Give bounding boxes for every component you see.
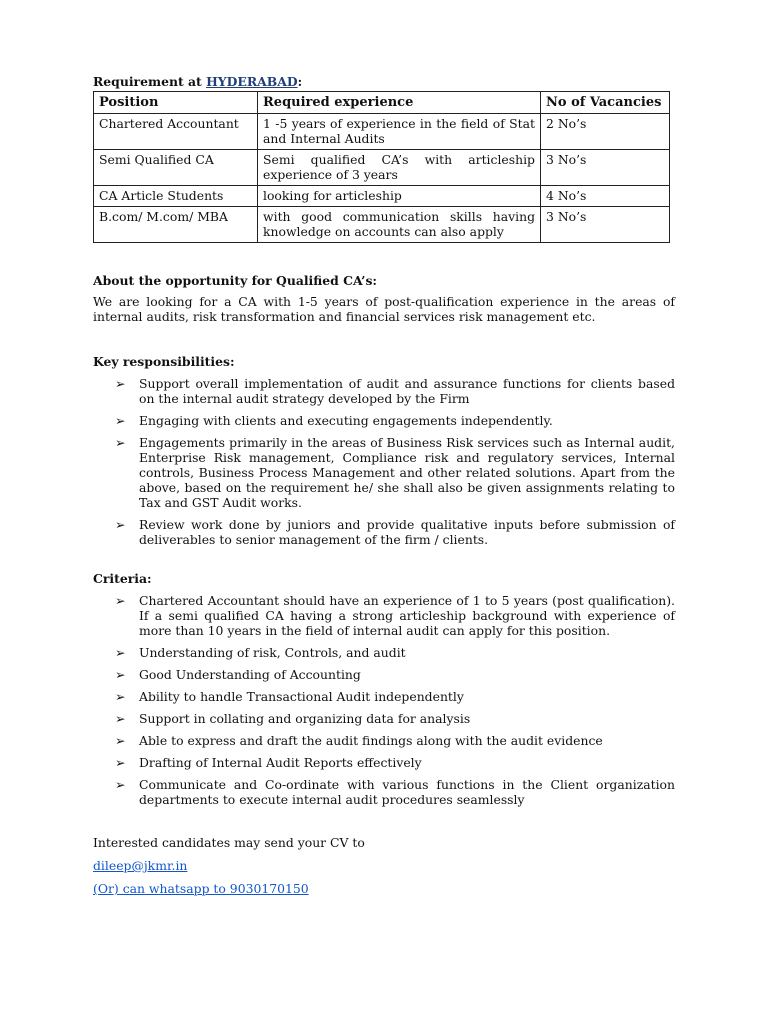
arrow-bullet-icon: ➢: [115, 777, 126, 792]
location-link[interactable]: HYDERABAD: [206, 74, 298, 89]
contact-intro: Interested candidates may send your CV to: [93, 835, 365, 850]
about-title: About the opportunity for Qualified CA’s:: [93, 273, 378, 288]
responsibilities-list: [93, 376, 675, 547]
criteria-title: Criteria:: [93, 571, 152, 586]
cell-experience: Semi qualified CA’s with articleship experience of 3 years: [258, 150, 541, 186]
list-item: [93, 517, 675, 547]
arrow-bullet-icon: ➢: [115, 413, 126, 428]
cell-vacancies: 3 No’s: [541, 207, 670, 243]
contact-block: [93, 835, 675, 896]
requirement-heading: [93, 74, 675, 89]
list-item: [93, 777, 675, 807]
list-item: [93, 689, 675, 704]
arrow-bullet-icon: ➢: [115, 667, 126, 682]
cell-experience: looking for articleship: [258, 186, 541, 207]
arrow-bullet-icon: ➢: [115, 593, 126, 608]
list-item: [93, 733, 675, 748]
list-item-text: Engagements primarily in the areas of Business Risk services such as Internal audit, Enterprise Risk management, Compliance risk and regulatory services, Internal controls, Business Process Management and other related solutions. Apart from the above, based on the requirement he/ she shall also be given assignments relating to Tax and GST Audit works.: [139, 435, 675, 510]
list-item: [93, 667, 675, 682]
cell-vacancies: 2 No’s: [541, 114, 670, 150]
list-item-text: Good Understanding of Accounting: [139, 667, 361, 682]
list-item-text: Support overall implementation of audit and assurance functions for clients based on the internal audit strategy developed by the Firm: [139, 376, 675, 406]
list-item: [93, 645, 675, 660]
list-item: [93, 711, 675, 726]
vacancies-table: [93, 91, 670, 243]
document-page: [93, 74, 675, 904]
cell-vacancies: 4 No’s: [541, 186, 670, 207]
table-row: [94, 186, 670, 207]
whatsapp-link[interactable]: (Or) can whatsapp to 9030170150: [93, 881, 309, 896]
list-item-text: Able to express and draft the audit findings along with the audit evidence: [139, 733, 603, 748]
criteria-list: [93, 593, 675, 807]
arrow-bullet-icon: ➢: [115, 645, 126, 660]
arrow-bullet-icon: ➢: [115, 711, 126, 726]
cell-position: CA Article Students: [94, 186, 258, 207]
arrow-bullet-icon: ➢: [115, 435, 126, 450]
table-row: [94, 207, 670, 243]
list-item-text: Review work done by juniors and provide qualitative inputs before submission of deliverables to senior management of the firm / clients.: [139, 517, 675, 547]
header-position: Position: [94, 92, 258, 114]
responsibilities-title: Key responsibilities:: [93, 354, 235, 369]
arrow-bullet-icon: ➢: [115, 755, 126, 770]
list-item-text: Drafting of Internal Audit Reports effectively: [139, 755, 422, 770]
list-item: [93, 755, 675, 770]
list-item-text: Understanding of risk, Controls, and audit: [139, 645, 406, 660]
header-required-experience: Required experience: [258, 92, 541, 114]
requirement-suffix: :: [297, 74, 303, 89]
list-item-text: Support in collating and organizing data for analysis: [139, 711, 471, 726]
list-item: [93, 376, 675, 406]
list-item-text: Ability to handle Transactional Audit independently: [139, 689, 464, 704]
arrow-bullet-icon: ➢: [115, 517, 126, 532]
table-row: [94, 114, 670, 150]
list-item: [93, 435, 675, 510]
arrow-bullet-icon: ➢: [115, 376, 126, 391]
cell-experience: 1 -5 years of experience in the field of Stat and Internal Audits: [258, 114, 541, 150]
cell-position: Semi Qualified CA: [94, 150, 258, 186]
arrow-bullet-icon: ➢: [115, 689, 126, 704]
requirement-prefix: Requirement at: [93, 74, 207, 89]
list-item-text: Engaging with clients and executing engagements independently.: [139, 413, 553, 428]
list-item: [93, 593, 675, 638]
list-item-text: Chartered Accountant should have an experience of 1 to 5 years (post qualification). If a semi qualified CA having a strong articleship background with experience of more than 10 years in the field of internal audit can apply for this position.: [139, 593, 675, 638]
cell-position: B.com/ M.com/ MBA: [94, 207, 258, 243]
table-header-row: [94, 92, 670, 114]
email-link[interactable]: dileep@jkmr.in: [93, 858, 188, 873]
table-row: [94, 150, 670, 186]
list-item: [93, 413, 675, 428]
list-item-text: Communicate and Co-ordinate with various functions in the Client organization departments to execute internal audit procedures seamlessly: [139, 777, 675, 807]
arrow-bullet-icon: ➢: [115, 733, 126, 748]
cell-vacancies: 3 No’s: [541, 150, 670, 186]
cell-experience: with good communication skills having knowledge on accounts can also apply: [258, 207, 541, 243]
cell-position: Chartered Accountant: [94, 114, 258, 150]
about-text: We are looking for a CA with 1-5 years of post-qualification experience in the areas of internal audits, risk transformation and financial services risk management etc.: [93, 294, 675, 324]
header-vacancies: No of Vacancies: [541, 92, 670, 114]
